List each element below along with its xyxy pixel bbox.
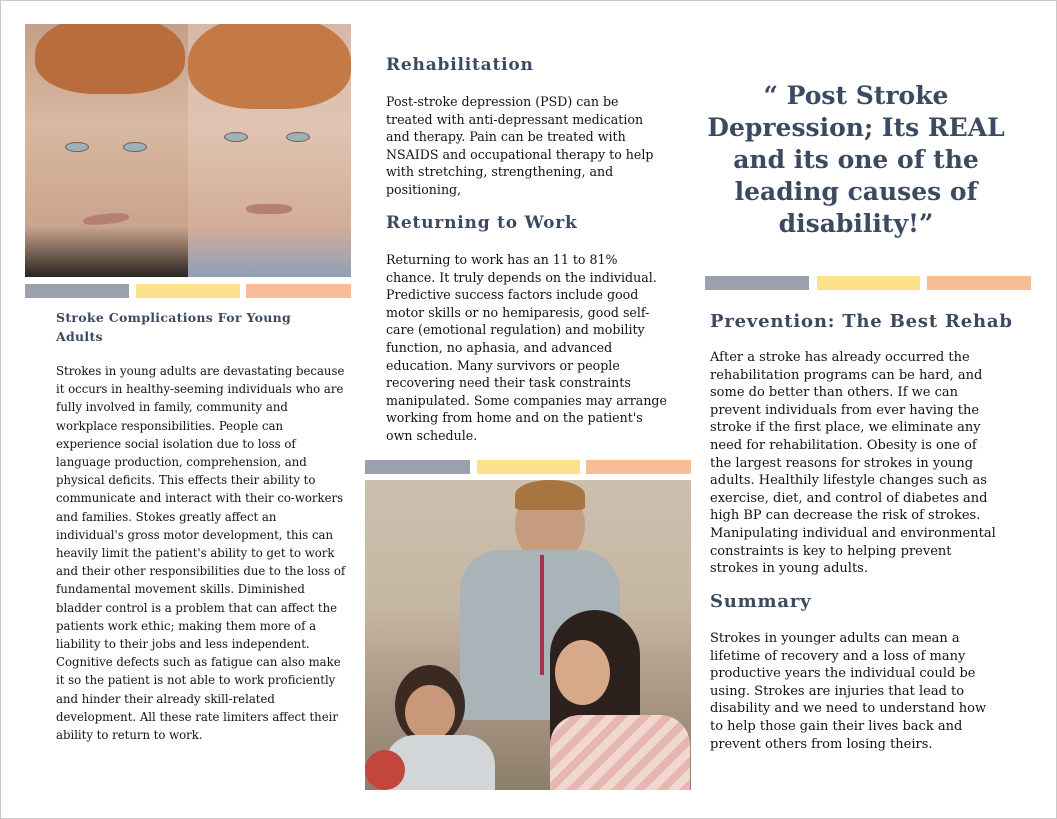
stroke-face-comparison-photo [25, 24, 351, 277]
pull-quote: “ Post Stroke Depression; Its REAL and its one of the leading causes of disability!” [707, 81, 1005, 238]
child-right-face [555, 640, 610, 705]
face-before [25, 24, 188, 277]
accent-bar-yellow [817, 276, 920, 290]
accent-bar-orange [586, 460, 691, 474]
accent-bar-orange [927, 276, 1031, 290]
toy [365, 750, 405, 790]
therapist-with-children-photo [365, 480, 691, 790]
child-right-shirt [550, 715, 690, 790]
prevention-heading: Prevention: The Best Rehab [710, 311, 1013, 332]
prevention-body: After a stroke has already occurred the rehabilitation programs can be hard, and some do better than others. If we can prevent individuals from ever having the stroke if the first place, we eliminate any need for rehabilitation. Obesity is one of the largest reasons for strokes in young adults. Healthily lifestyle changes such as exercise, diet, and control of diabetes and high BP can decrease the risk of strokes. Manipulating individual and environmental constraints is key to helping prevent strokes in young adults. [710, 350, 996, 577]
accent-bar-yellow [136, 284, 240, 298]
returning-to-work-heading: Returning to Work [386, 213, 578, 233]
summary-body: Strokes in younger adults can mean a lifetime of recovery and a loss of many productive years the individual could be using. Strokes are injuries that lead to disability and we need to understand how to help those gain their lives back and prevent others from losing theirs. [710, 631, 987, 752]
rehabilitation-heading: Rehabilitation [386, 55, 534, 75]
therapist-hair [515, 480, 585, 510]
lanyard [540, 555, 544, 675]
accent-bar-gray [25, 284, 129, 298]
rehabilitation-body: Post-stroke depression (PSD) can be treated with anti-depressant medication and therapy. Pain can be treated with NSAIDS and occupational therapy to help with stretching, strengthening, and positioning, [386, 94, 654, 197]
complications-heading: Stroke Complications For Young Adults [56, 310, 292, 344]
child-left-face [405, 685, 455, 740]
accent-bar-gray [705, 276, 809, 290]
accent-bar-yellow [477, 460, 580, 474]
accent-bar-gray [365, 460, 470, 474]
face-after [188, 24, 351, 277]
summary-heading: Summary [710, 591, 812, 612]
complications-body: Strokes in young adults are devastating because it occurs in healthy-seeming individuals who are fully involved in family, community and workplace responsibilities. People can experience social isolation due to loss of language production, comprehension, and physical deficits. This effects their ability to communicate and interact with their co-workers and families. Stokes greatly affect an individual's gross motor development, this can heavily limit the patient's ability to get to work and their other responsibilities due to the loss of fundamental movement skills. Diminished bladder control is a problem that can affect the patients work ethic; making them more of a liability to their jobs and less independent. Cognitive defects such as fatigue can also make it so the patient is not able to work proficiently and hinder their already skill-related development. All these rate limiters affect their ability to return to work. [56, 364, 346, 743]
accent-bar-orange [246, 284, 351, 298]
returning-to-work-body: Returning to work has an 11 to 81% chance. It truly depends on the individual. Predictive success factors include good motor skills or no hemiparesis, good self-care (emotional regulation) and mobility function, no aphasia, and advanced education. Many survivors or people recovering need their task constraints manipulated. Some companies may arrange working from home and on the patient's own schedule. [386, 252, 667, 443]
